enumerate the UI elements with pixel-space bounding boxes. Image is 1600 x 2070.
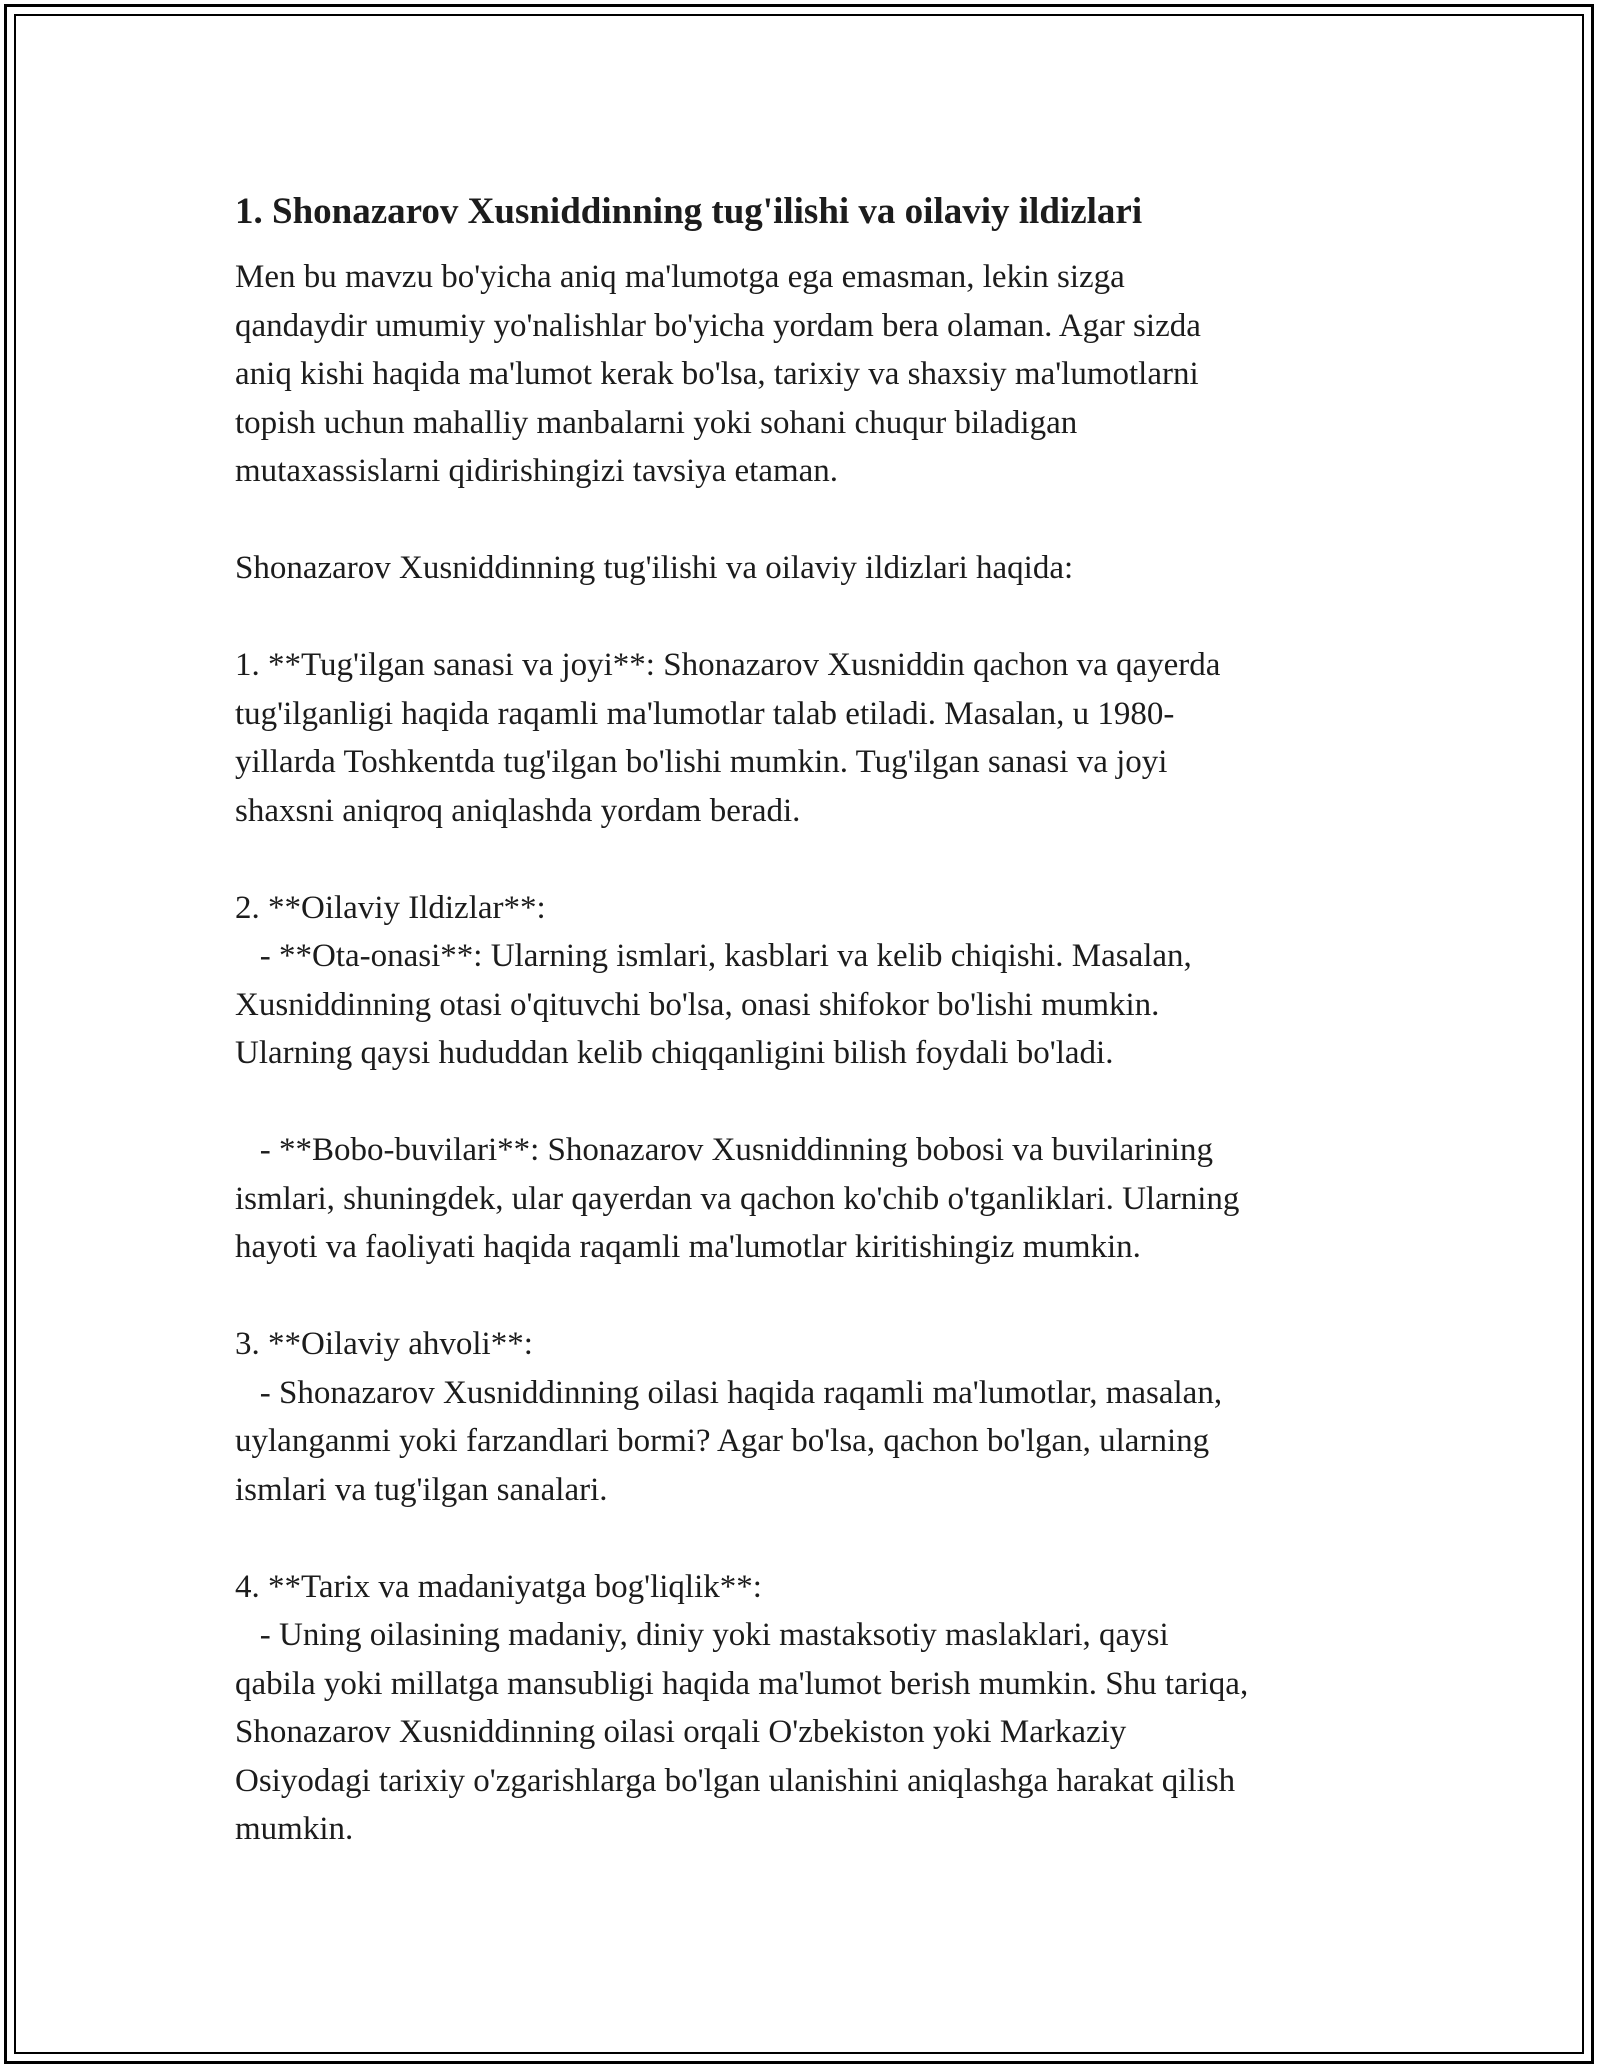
document-body bbox=[235, 188, 1385, 1854]
document-title: 1. Shonazarov Xusniddinning tug'ilishi va oilaviy ildizlari bbox=[235, 191, 1143, 232]
paragraph-spacer bbox=[235, 496, 1385, 545]
list-item-grandparents: - **Bobo-buvilari**: Shonazarov Xusniddinning bobosi va buvilarining ismlari, shuningdek, ular qayerdan va qachon ko'chib o'tganliklari. Ularning hayoti va faoliyati haqida raqamli ma'lumotlar kiritishingiz mumkin. bbox=[235, 1132, 1240, 1265]
list-item-birth-date-place: 1. **Tug'ilgan sanasi va joyi**: Shonazarov Xusniddin qachon va qayerda tug'ilganligi haqida raqamli ma'lumotlar talab etiladi. Masalan, u 1980- yillarda Toshkentda tug'ilgan bo'lishi mumkin. Tug'ilgan sanasi va joyi shaxsni aniqroq aniqlashda yordam beradi. bbox=[235, 647, 1221, 829]
topic-heading-paragraph: Shonazarov Xusniddinning tug'ilishi va oilaviy ildizlari haqida: bbox=[235, 550, 1074, 586]
paragraph-spacer bbox=[235, 1272, 1385, 1321]
paragraph-spacer bbox=[235, 1078, 1385, 1127]
list-item-family-roots: 2. **Oilaviy Ildizlar**: - **Ota-onasi**: Ularning ismlari, kasblari va kelib chiqishi. Masalan, Xusniddinning otasi o'qituvchi bo'lsa, onasi shifokor bo'lishi mumkin. Ularning qaysi hududdan kelib chiqqanligini bilish foydali bo'ladi. bbox=[235, 889, 1192, 1071]
intro-paragraph: Men bu mavzu bo'yicha aniq ma'lumotga ega emasman, lekin sizga qandaydir umumiy yo'nalishlar bo'yicha yordam bera olaman. Agar sizda aniq kishi haqida ma'lumot kerak bo'lsa, tarixiy va shaxsiy ma'lumotlarni topish uchun mahalliy manbalarni yoki sohani chuqur biladigan mutaxassislarni qidirishingizi tavsiya etaman. bbox=[235, 259, 1201, 489]
paragraph-spacer bbox=[235, 593, 1385, 642]
paragraph-spacer bbox=[235, 835, 1385, 884]
paragraph-spacer bbox=[235, 1514, 1385, 1563]
list-item-family-status: 3. **Oilaviy ahvoli**: - Shonazarov Xusniddinning oilasi haqida raqamli ma'lumotlar, masalan, uylanganmi yoki farzandlari bormi? Agar bo'lsa, qachon bo'lgan, ularning ismlari va tug'ilgan sanalari. bbox=[235, 1326, 1223, 1508]
list-item-history-culture: 4. **Tarix va madaniyatga bog'liqlik**: - Uning oilasining madaniy, diniy yoki mastaksotiy maslaklari, qaysi qabila yoki millatga mansubligi haqida ma'lumot berish mumkin. Shu tariqa, Shonazarov Xusniddinning oilasi orqali O'zbekiston yoki Markaziy Osiyodagi tarixiy o'zgarishlarga bo'lgan ulanishini aniqlashga harakat qilish mumkin. bbox=[235, 1568, 1249, 1847]
